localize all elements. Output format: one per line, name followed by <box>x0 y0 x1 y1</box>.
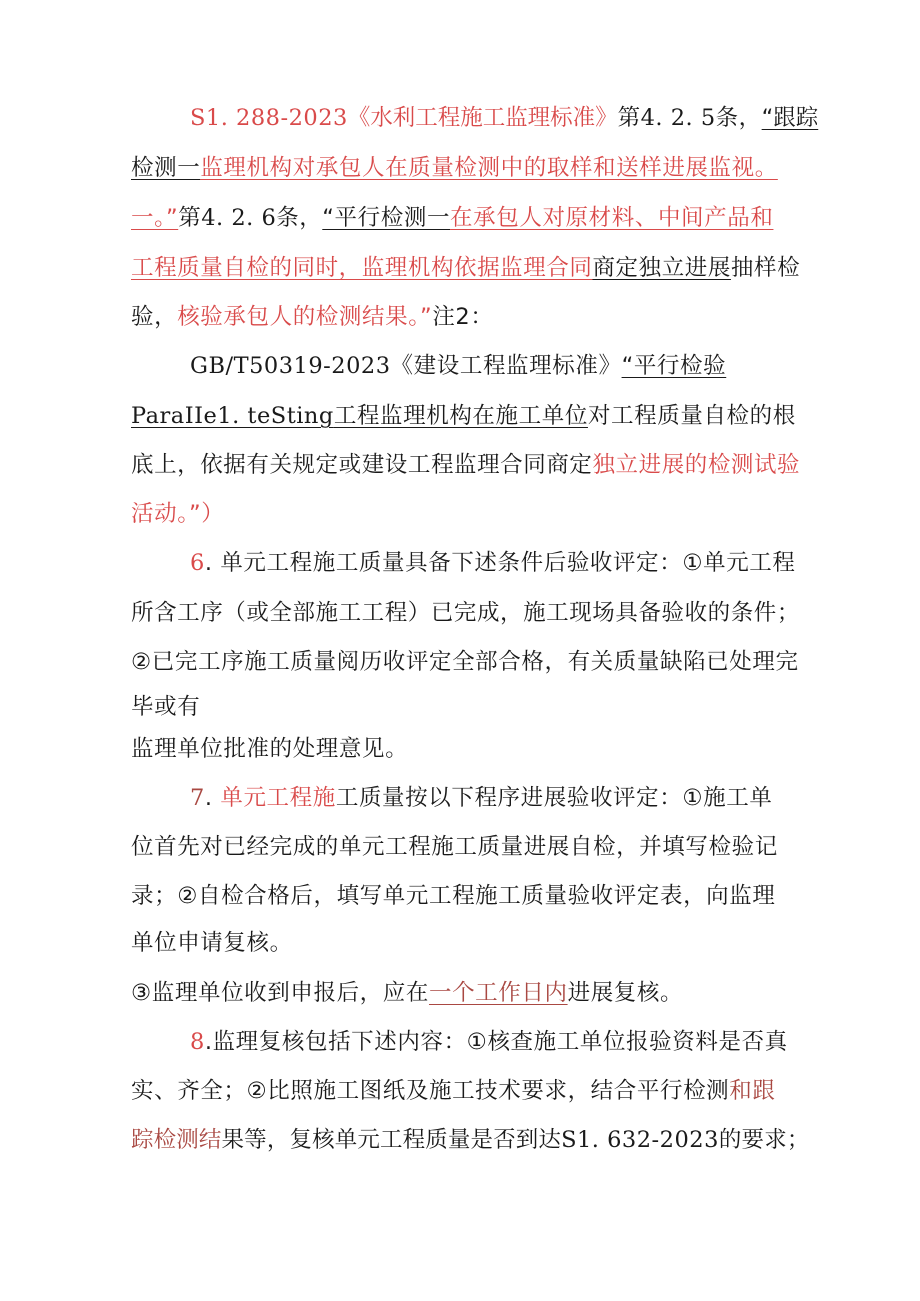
text-segment: 活动。”） <box>131 501 225 527</box>
p3-line-5: 监理单位批准的处理意见。 <box>131 736 409 762</box>
standard-title: 《水利工程施工监理标准》 <box>347 105 618 131</box>
p2-line-3 <box>131 450 800 480</box>
text-segment: 核验承包人的检测结果。” <box>177 304 433 330</box>
p3-line-2: 所含工序（或全部施工工程）已完成，施工现场具备验收的条件； <box>131 600 800 626</box>
text-segment: ③监理单位收到申报后，应在 <box>131 980 429 1006</box>
text-segment: 对工程质量自检的根 <box>587 403 796 429</box>
text-segment: . 单元工程施工质量具备下述条件后验收评定：①单元工程 <box>204 550 796 576</box>
p1-line-3 <box>131 203 773 233</box>
text-segment: 单元工程施 <box>220 785 336 811</box>
item-number: 7 <box>190 785 205 811</box>
standard-code: S1. 632-2023 <box>561 1127 719 1153</box>
text-segment: 工程监理机构在施工单位 <box>333 403 588 429</box>
text-segment: .监理复核包括下述内容：①核查施工单位报验资料是否真 <box>204 1029 788 1055</box>
p5-line-1 <box>190 1027 788 1057</box>
p3-line-1 <box>190 548 796 578</box>
english-term: ParaIIe1. teSting <box>131 403 334 429</box>
text-segment: 底上，依据有关规定或建设工程监理合同商定 <box>131 452 593 478</box>
text-segment: 验， <box>131 304 178 330</box>
p1-line-5 <box>131 302 493 332</box>
text-segment: 工程质量自检的同时，监理机构依据监理合同 <box>131 255 593 281</box>
p1-line-4 <box>131 253 800 283</box>
standard-code: S1. 288-2023 <box>190 105 348 131</box>
quote-start: “跟踪 <box>761 105 819 131</box>
p3-line-3: ②已完工序施工质量阅历收评定全部合格，有关质量缺陷已处理完 <box>131 649 799 675</box>
p5-line-3 <box>131 1125 809 1155</box>
p2-line-4 <box>131 499 224 529</box>
p4-line-1 <box>190 783 772 813</box>
p4-line-3: 录；②自检合格后，填写单元工程施工质量验收评定表，向监理 <box>131 883 776 909</box>
text-segment: 抽样检 <box>730 255 801 281</box>
p1-line-2 <box>131 153 778 183</box>
standard-code: GB/T50319-2023 <box>190 353 391 379</box>
p2-line-2 <box>131 401 796 431</box>
text-segment: 踪检测结 <box>131 1127 222 1153</box>
item-number: 6 <box>190 550 205 576</box>
p3-line-4: 毕或有 <box>131 694 201 720</box>
p1-line-1 <box>190 103 818 133</box>
text-segment: 在承包人对原材料、中间产品和 <box>450 205 774 231</box>
text-segment: 独立进展的检测试验 <box>592 452 801 478</box>
text-segment: 实、齐全；②比照施工图纸及施工技术要求，结合平行检测 <box>131 1078 730 1104</box>
p5-line-2 <box>131 1076 775 1106</box>
text-segment: 检测一 <box>131 155 201 181</box>
text-segment: 一。” <box>131 205 179 231</box>
quote-start: “平行检验 <box>621 353 727 379</box>
p4-line-5 <box>131 978 683 1008</box>
clause-ref: 第4. 2. 5条， <box>617 105 762 131</box>
standard-title: 《建设工程监理标准》 <box>390 353 622 379</box>
text-segment: . <box>204 785 221 811</box>
text-segment: 果等，复核单元工程质量是否到达 <box>221 1127 562 1153</box>
text-segment: 工质量按以下程序进展验收评定：①施工单 <box>335 785 773 811</box>
p4-line-4: 单位申请复核。 <box>131 930 293 956</box>
text-segment: 进展复核。 <box>567 980 684 1006</box>
text-segment: 商定独立进展 <box>592 255 731 281</box>
text-segment: 的要求； <box>718 1127 810 1153</box>
text-segment: “平行检测一 <box>322 205 451 231</box>
clause-ref: 第4. 2. 6条， <box>178 205 323 231</box>
note-label: 注2： <box>432 304 494 330</box>
p2-line-1 <box>190 351 726 381</box>
text-segment: 和跟 <box>729 1078 776 1104</box>
p4-line-2: 位首先对已经完成的单元工程施工质量进展自检，并填写检验记 <box>131 834 778 860</box>
text-segment: 监理机构对承包人在质量检测中的取样和送样进展监视。 <box>200 155 778 181</box>
text-segment: 一个工作日内 <box>428 980 568 1006</box>
item-number: 8 <box>190 1029 205 1055</box>
